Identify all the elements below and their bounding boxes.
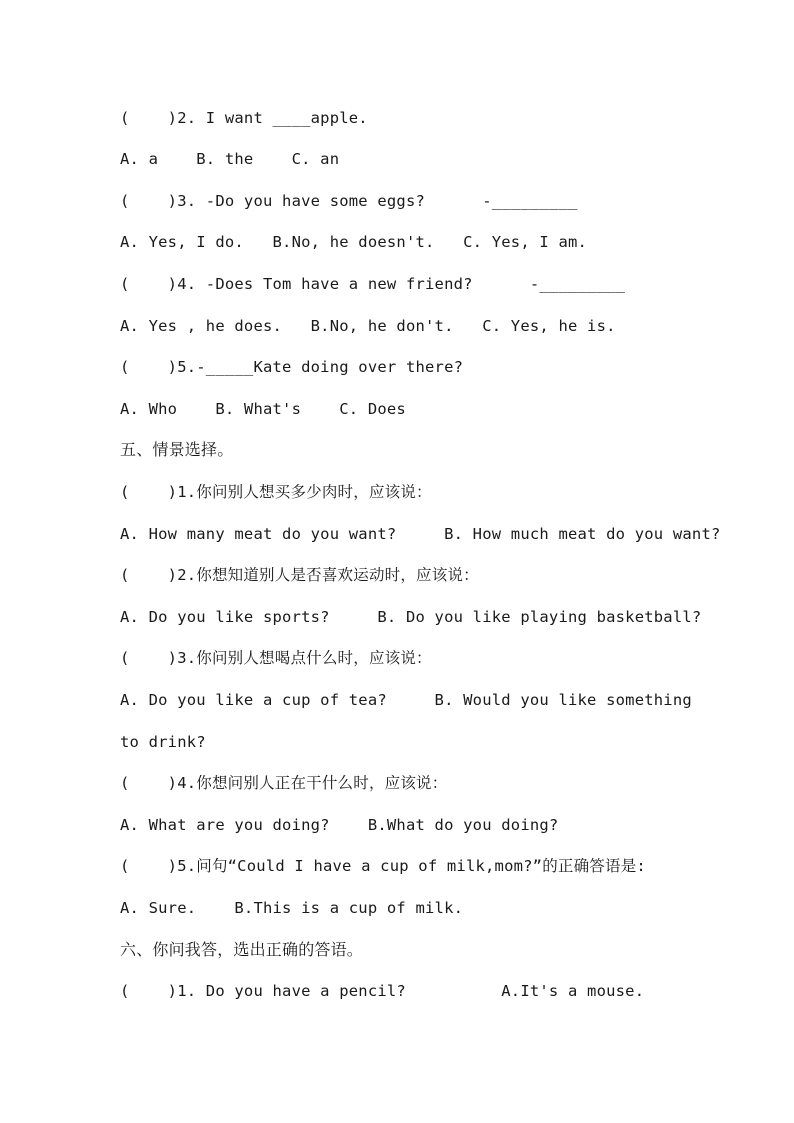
section-5-heading: 五、情景选择。 xyxy=(120,440,234,459)
section-6-heading: 六、你问我答，选出正确的答语。 xyxy=(120,940,364,959)
question-4-stem: ( )4. -Does Tom have a new friend? -_________ xyxy=(120,275,626,293)
situation-1-options: A. How many meat do you want? B. How much meat do you want? xyxy=(120,525,721,543)
situation-5-stem: ( )5.问句“Could I have a cup of milk,mom?”的正确答语是: xyxy=(120,857,646,875)
question-4-options: A. Yes , he does. B.No, he don't. C. Yes, he is. xyxy=(120,317,616,335)
qa-1-stem: ( )1. Do you have a pencil? A.It's a mouse. xyxy=(120,982,645,1000)
situation-4-stem: ( )4.你想问别人正在干什么时，应该说： xyxy=(120,774,448,792)
question-2-stem: ( )2. I want ____apple. xyxy=(120,109,368,127)
situation-2-stem: ( )2.你想知道别人是否喜欢运动时，应该说： xyxy=(120,566,479,584)
question-5-stem: ( )5.-_____Kate doing over there? xyxy=(120,358,464,376)
situation-3-options-cont: to drink? xyxy=(120,733,206,751)
situation-1-stem: ( )1.你问别人想买多少肉时，应该说： xyxy=(120,483,432,501)
question-5-options: A. Who B. What's C. Does xyxy=(120,400,406,418)
question-3-stem: ( )3. -Do you have some eggs? -_________ xyxy=(120,192,578,210)
question-2-options: A. a B. the C. an xyxy=(120,150,340,168)
situation-5-options: A. Sure. B.This is a cup of milk. xyxy=(120,899,464,917)
situation-4-options: A. What are you doing? B.What do you doing? xyxy=(120,816,559,834)
situation-2-options: A. Do you like sports? B. Do you like playing basketball? xyxy=(120,608,702,626)
situation-3-options: A. Do you like a cup of tea? B. Would you like something xyxy=(120,691,692,709)
situation-3-stem: ( )3.你问别人想喝点什么时，应该说： xyxy=(120,649,432,667)
question-3-options: A. Yes, I do. B.No, he doesn't. C. Yes, I am. xyxy=(120,233,588,251)
